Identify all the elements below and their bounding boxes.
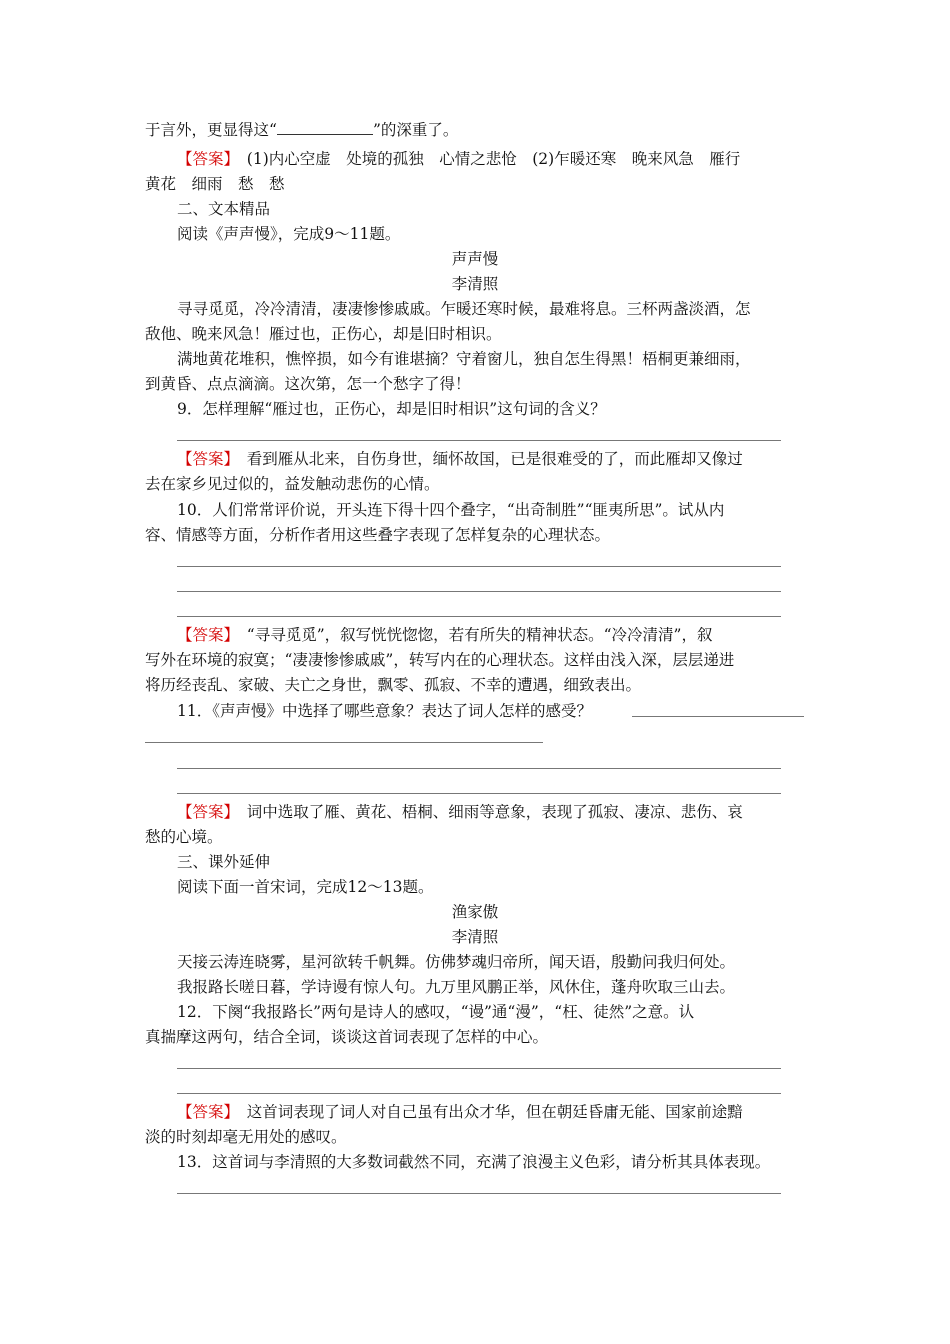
- section-heading: 三、课外延伸: [177, 853, 271, 871]
- answer-label: 【答案】: [177, 626, 232, 644]
- question-line: 12．下阕“我报路长”两句是诗人的感叹，“谩”通“漫”，“枉、徒然”之意。认: [177, 1003, 695, 1021]
- answer-rule[interactable]: [177, 768, 781, 769]
- question-line: 11．《声声慢》中选择了哪些意象？表达了词人怎样的感受？: [177, 702, 592, 720]
- answer-label: 【答案】: [177, 1103, 232, 1121]
- section-heading: 二、文本精品: [177, 200, 271, 218]
- answer-text: 看到雁从北来，自伤身世，缅怀故国，已是很难受的了，而此雁却又像过: [246, 450, 743, 468]
- answer-rule[interactable]: [177, 1193, 781, 1194]
- answer-line: [177, 448, 743, 470]
- answer-line: 黄花 细雨 愁 愁: [145, 175, 285, 193]
- answer-label: 【答案】: [177, 150, 232, 168]
- text-segment: 于言外，更显得这“: [145, 121, 277, 139]
- poem-line: 寻寻觅觅，冷冷清清，凄凄惨惨戚戚。乍暖还寒时候，最难将息。三杯两盏淡酒，怎: [177, 300, 751, 318]
- poem-title: 声声慢: [451, 250, 499, 268]
- answer-rule[interactable]: [145, 742, 543, 743]
- answer-line: [177, 801, 743, 823]
- answer-line: 去在家乡见过似的，益发触动悲伤的心情。: [145, 475, 440, 493]
- poem-line: 天接云涛连晓雾，星河欲转千帆舞。仿佛梦魂归帝所，闻天语，殷勤问我归何处。: [177, 953, 736, 971]
- question-line: 10．人们常常评价说，开头连下得十四个叠字，“出奇制胜”“匪夷所思”。试从内: [177, 501, 725, 519]
- answer-rule[interactable]: [177, 793, 781, 794]
- question-line: 真揣摩这两句，结合全词，谈谈这首词表现了怎样的中心。: [145, 1028, 549, 1046]
- answer-line: [177, 148, 740, 170]
- text-line: [145, 119, 458, 141]
- answer-rule[interactable]: [177, 591, 781, 592]
- poem-line: 我报路长嗟日暮，学诗谩有惊人句。九万里风鹏正举，风休住，蓬舟吹取三山去。: [177, 978, 736, 996]
- answer-rule[interactable]: [177, 616, 781, 617]
- answer-text: 词中选取了雁、黄花、梧桐、细雨等意象，表现了孤寂、凄凉、悲伤、哀: [246, 803, 743, 821]
- answer-label: 【答案】: [177, 450, 232, 468]
- answer-rule[interactable]: [177, 1093, 781, 1094]
- answer-text: “寻寻觅觅”，叙写恍恍惚惚，若有所失的精神状态。“冷冷清清”，叙: [246, 626, 713, 644]
- question-line: 容、情感等方面，分析作者用这些叠字表现了怎样复杂的心理状态。: [145, 526, 611, 544]
- answer-text: (1)内心空虚 处境的孤独 心情之悲怆 (2)乍暖还寒 晚来风急 雁行: [246, 150, 741, 168]
- instruction-line: 阅读《声声慢》，完成9～11题。: [177, 225, 401, 243]
- question-line: 13．这首词与李清照的大多数词截然不同，充满了浪漫主义色彩，请分析其具体表现。: [177, 1153, 771, 1171]
- poem-author: 李清照: [451, 275, 499, 293]
- answer-line: 愁的心境。: [145, 828, 223, 846]
- answer-line: [177, 1101, 743, 1123]
- answer-rule[interactable]: [177, 566, 781, 567]
- poem-title: 渔家傲: [451, 903, 499, 921]
- poem-line: 敌他、晚来风急！雁过也，正伤心，却是旧时相识。: [145, 325, 502, 343]
- question-line: 9．怎样理解“雁过也，正伤心，却是旧时相识”这句词的含义？: [177, 400, 606, 418]
- answer-label: 【答案】: [177, 803, 232, 821]
- answer-line: [177, 624, 712, 646]
- instruction-line: 阅读下面一首宋词，完成12～13题。: [177, 878, 434, 896]
- fill-blank[interactable]: [277, 120, 373, 135]
- poem-line: 到黄昏、点点滴滴。这次第，怎一个愁字了得！: [145, 375, 471, 393]
- answer-line: 将历经丧乱、家破、夫亡之身世，飘零、孤寂、不幸的遭遇，细致表出。: [145, 676, 642, 694]
- answer-line: 淡的时刻却毫无用处的感叹。: [145, 1128, 347, 1146]
- text-segment: ”的深重了。: [372, 121, 459, 139]
- answer-rule[interactable]: [177, 440, 781, 441]
- poem-author: 李清照: [451, 928, 499, 946]
- answer-rule[interactable]: [177, 1068, 781, 1069]
- answer-line: 写外在环境的寂寞；“凄凄惨惨戚戚”，转写内在的心理状态。这样由浅入深，层层递进: [145, 651, 735, 669]
- answer-rule[interactable]: [632, 716, 804, 717]
- answer-text: 这首词表现了词人对自己虽有出众才华，但在朝廷昏庸无能、国家前途黯: [246, 1103, 743, 1121]
- poem-line: 满地黄花堆积，憔悴损，如今有谁堪摘？守着窗儿，独自怎生得黑！梧桐更兼细雨，: [177, 350, 751, 368]
